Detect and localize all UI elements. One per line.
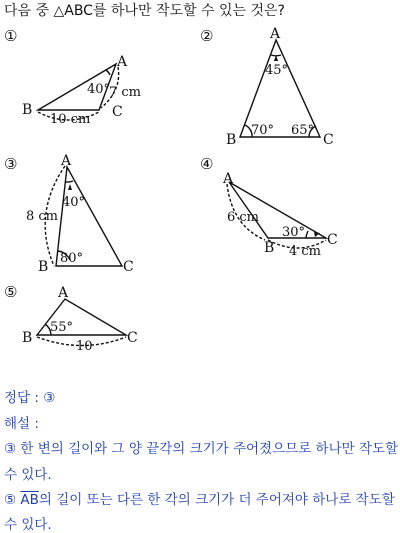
choice-1-number: ① [4, 27, 18, 45]
angle-a-2: 45° [265, 63, 289, 78]
segment-ab: $\overline{AB}$ [20, 492, 39, 508]
angle-arc-1 [106, 70, 110, 75]
explanation-5-number: ⑤ [4, 492, 17, 508]
angle-a-1: 40° [87, 82, 111, 97]
label-a-1: A [117, 54, 128, 70]
angle-b-3: 80° [60, 251, 84, 266]
side-ac-1: 7 cm [109, 85, 142, 100]
label-a-4: A [223, 171, 234, 187]
side-bc-5: 10 [76, 339, 93, 354]
choice-3-number: ③ [4, 155, 18, 173]
angle-arc-c-4 [306, 231, 308, 238]
side-bc-4: 4 cm [289, 244, 322, 259]
question-text: 다음 중 △ABC를 하나만 작도할 수 있는 것은? [4, 3, 285, 19]
label-b-1: B [22, 102, 33, 118]
label-b-2: B [226, 132, 237, 148]
side-bc-1: 10 cm [50, 112, 91, 127]
choice-5-number: ⑤ [4, 283, 18, 301]
answer-line: 정답 : ③ [4, 390, 56, 406]
angle-arc-a-3 [66, 181, 73, 182]
side-ab-4: 6 cm [227, 210, 260, 225]
side-ab-3: 8 cm [26, 209, 59, 224]
label-c-2: C [323, 132, 334, 148]
label-a-3: A [61, 153, 72, 169]
angle-c-2: 65° [291, 123, 315, 138]
label-c-5: C [127, 330, 138, 346]
explanation-heading: 해설 : [4, 416, 39, 432]
angle-c-4: 30° [282, 225, 306, 240]
label-c-3: C [123, 259, 134, 275]
choice-2-number: ② [200, 27, 214, 45]
angle-b-2: 70° [251, 123, 275, 138]
angle-b-5: 55° [50, 320, 74, 335]
angle-a-3: 40° [62, 195, 86, 210]
explanation-5-cont: 수 있다. [4, 517, 52, 533]
label-b-5: B [22, 330, 33, 346]
label-c-1: C [112, 104, 123, 120]
explanation-3: ③ 한 변의 길이와 그 양 끝각의 크기가 주어졌으므로 하나만 작도할 [4, 441, 399, 457]
label-a-5: A [58, 285, 69, 301]
explanation-5-text: 의 길이 또는 다른 한 각의 크기가 더 주어져야 하나로 작도할 [38, 492, 395, 508]
label-c-4: C [327, 232, 338, 248]
label-b-3: B [38, 259, 49, 275]
choice-4-number: ④ [200, 155, 214, 173]
explanation-3-cont: 수 있다. [4, 467, 52, 483]
label-b-4: B [264, 240, 275, 256]
explanation-5 [4, 488, 395, 508]
label-a-2: A [270, 26, 281, 42]
